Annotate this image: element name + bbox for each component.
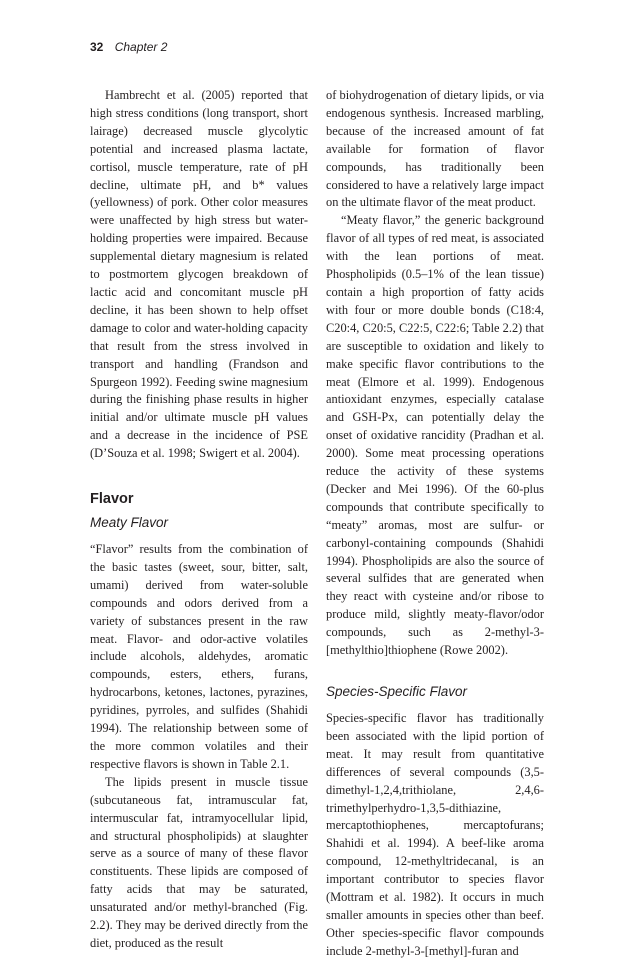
- page-header: [90, 40, 167, 54]
- paragraph: “Flavor” results from the combination of the basic tastes (sweet, sour, bitter, salt, umami) derived from water-soluble compounds and odors derived from a variety of substances present in the raw meat. Flavor- and odor-active volatiles include alcohols, aldehydes, aromatic compounds, esters, ethers, furans, hydrocarbons, ketones, lactones, pyrazines, pyridines, pyrroles, and sulfides (Shahidi 1994). The relationship between some of the more common volatiles and their respective flavors is shown in Table 2.1.: [90, 542, 308, 771]
- subsection-heading-species-specific-flavor: Species-Specific Flavor: [326, 684, 468, 699]
- paragraph: Hambrecht et al. (2005) reported that high stress conditions (long transport, short lairage) decreased muscle glycolytic potential and increased plasma lactate, cortisol, muscle temperature, rate of pH decline, ultimate pH, and b* values (yellowness) of pork. Other color measures were unaffected by high stress but water-holding properties were impaired. Because supplemental dietary magnesium is related to postmortem glycogen breakdown of lactic acid and concomitant muscle pH decline, it has been shown to help offset damage to color and water-holding capacity that result from the stress involved in transport and handling (Frandson and Spurgeon 1992). Feeding swine magnesium during the finishing phase results in higher initial and/or ultimate muscle pH values and a decrease in the incidence of PSE (D’Souza et al. 1998; Swigert et al. 2004).: [90, 88, 308, 461]
- left-column: [90, 87, 308, 953]
- subsection-heading-meaty-flavor: Meaty Flavor: [90, 515, 169, 531]
- paragraph: “Meaty flavor,” the generic background flavor of all types of red meat, is associated with the lean portions of meat. Phospholipids (0.5–1% of the lean tissue) contain a high proportion of fatty acids with four or more double bonds (C18:4, C20:4, C20:5, C22:5, C22:6; Table 2.2) that are susceptible to oxidation and likely to make specific flavor contributions to the meat (Elmore et al. 1999). Endogenous antioxidant enzymes, especially catalase and GSH-Px, can potentially delay the onset of oxidative rancidity (Pradhan et al. 2000). Some meat processing operations reduce the activity of these systems (Decker and Mei 1996). Of the 60-plus compounds that contribute specifically to “meaty” aromas, most are sulfur- or carbonyl-containing compounds (Shahidi 1994). Phospholipids are also the source of several sulfides that are generated when they react with cysteine and/or ribose to produce mild, slightly meaty-flavor/odor compounds, such as 2-methyl-3-[methylthio]thiophene (Rowe 2002).: [326, 213, 544, 658]
- section-heading-flavor: Flavor: [90, 491, 134, 508]
- page-number: 32: [90, 40, 104, 54]
- running-head-chapter: Chapter 2: [114, 40, 168, 54]
- paragraph: The lipids present in muscle tissue (subcutaneous fat, intramuscular fat, intermuscular fat, intramyocellular lipid, and structural phospholipids) at slaughter serve as a source of many of these flavor constituents. These lipids are composed of fatty acids that may be saturated, unsaturated and/or methyl-branched (Fig. 2.2). They may be derived directly from the diet, produced as the result: [90, 774, 308, 950]
- paragraph: Species-specific flavor has traditionally been associated with the lipid portion of meat. It may result from quantitative differences of several compounds (3,5-dimethyl-1,2,4,trithiolane, 2,4,6-trimethylperhydro-1,3,5-dithiazine, mercaptothiophenes, mercaptofurans; Shahidi et al. 1994). A beef-like aroma compound, 12-methyltridecanal, is an important contributor to species flavor (Mottram et al. 1982). It occurs in much smaller amounts in species other than beef. Other species-specific flavor compounds include 2-methyl-3-[methyl]-furan and: [326, 711, 544, 958]
- paragraph: of biohydrogenation of dietary lipids, or via endogenous synthesis. Increased marbling, because of the increased amount of fat available for formation of flavor compounds, has traditionally been considered to have a relatively large impact on the ultimate flavor of the meat product.: [326, 88, 544, 210]
